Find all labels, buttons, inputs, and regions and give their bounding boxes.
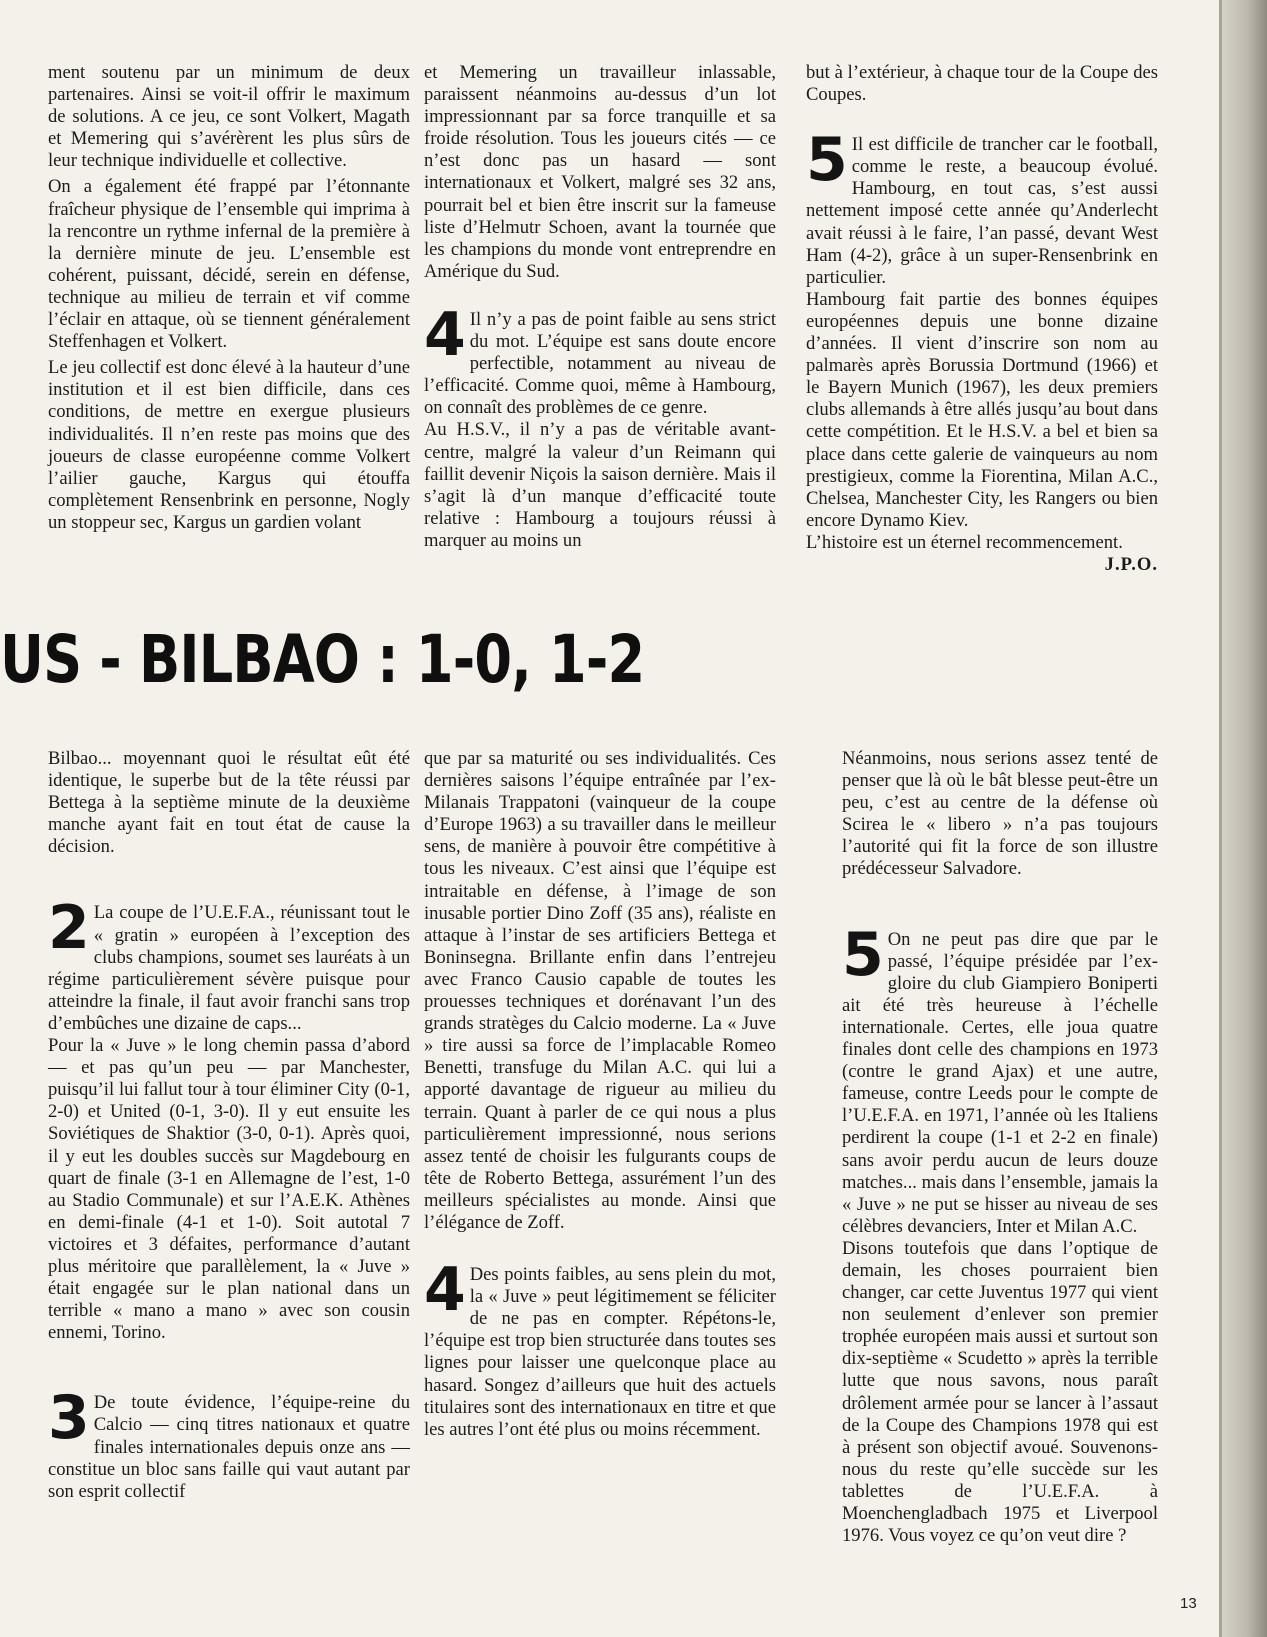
top-column-3	[806, 62, 1158, 576]
top-column-1	[48, 62, 410, 534]
paragraph: but à l’extérieur, à chaque tour de la Coupe des Coupes.	[806, 62, 1158, 106]
top-column-2	[424, 62, 776, 552]
paragraph: Bilbao... moyennant quoi le résultat eût été identique, le superbe but de la tête réussi par Bettega à la septième minute de la deuxième manche ayant fait en tout état de cause la décision.	[48, 748, 410, 858]
paragraph: ment soutenu par un minimum de deux partenaires. Ainsi se voit-il offrir le maximum de solutions. A ce jeu, ce sont Volkert, Magath et Memering qui s’avérèrent les plus sûrs de leur technique individuelle et collective.	[48, 62, 410, 172]
paragraph: Au H.S.V., il n’y a pas de véritable avant-centre, malgré la valeur d’un Reimann qui faillit devenir Niçois la saison dernière. Mais il s’agit là d’un manque d’efficacité toute relative : Hambourg a toujours réussi à marquer au moins un	[424, 419, 776, 551]
page-number: 13	[1180, 1595, 1197, 1612]
section-5-text: Il est difficile de trancher car le football, comme le reste, a beaucoup évolué. Hambourg, en tout cas, s’est aussi nettement imposé cette année qu’Anderlecht avait réussi à le faire, l’an passé, devant West Ham (4-2), grâce à un super-Rensenbrink en particulier.	[806, 134, 1158, 288]
bottom-column-1	[48, 748, 410, 1503]
closing-paragraph	[806, 531, 1158, 575]
section-4-text: Des points faibles, au sens plein du mot, la « Juve » peut légitimement se féliciter de ne pas en compter. Répétons-le, l’équipe est trop bien structurée dans toutes ses lignes pour laisser une quelconque place au hasard. Songez d’ailleurs que huit des actuels titulaires sont des internationaux en titre et que les autres l’ont été plus ou moins récemment.	[424, 1264, 776, 1440]
paragraph: Disons toutefois que dans l’optique de demain, les choses pourraient bien changer, car cette Juventus 1977 qui vient non seulement d’enlever son premier trophée européen mais aussi et surtout son dix-septième « Scudetto » après la terrible lutte que nous savons, nous paraît drôlement armée pour se lancer à l’assaut de la Coupe des Champions 1978 qui est à présent son objectif avoué. Souvenons-nous du reste qu’elle succède sur les tablettes de l’U.E.F.A. à Moenchengladbach 1975 et Liverpool 1976. Vous voyez ce qu’on veut dire ?	[842, 1237, 1158, 1547]
section-number-4: 4	[424, 1255, 464, 1326]
section-5-paragraph	[806, 125, 1158, 289]
paragraph: que par sa maturité ou ses individualités. Ces dernières saisons l’équipe entraînée par l’ex-Milanais Trappatoni (vainqueur de la coupe d’Europe 1963) a su travailler dans le meilleur sens, de manière à pouvoir être compétitive à tous les niveaux. C’est ainsi que l’équipe est intraitable en défense, à l’image de son inusable portier Dino Zoff (35 ans), réaliste en attaque à l’instar de ses artificiers Bettega et Boninsegna. Brillante enfin dans l’entrejeu avec Franco Causio capable de toutes les prouesses techniques et dorénavant l’un des grands stratèges du Calcio moderne. La « Juve » tire aussi sa force de l’implacable Romeo Benetti, transfuge du Milan A.C. qui lui a apporté davantage de rigueur au milieu du terrain. Quant à parler de ce qui nous a plus particulièrement impressionné, nous serions assez tenté de choisir les fulgurants coups de tête de Roberto Bettega, assurément l’un des meilleurs spécialistes au monde. Ainsi que l’élégance de Zoff.	[424, 748, 776, 1233]
paragraph: et Memering un travailleur inlassable, paraissent néanmoins au-dessus d’un lot impressionnant par sa force tranquille et sa froide résolution. Tous les joueurs cités — ce n’est donc pas un hasard — sont internationaux et Volkert, malgré ses 32 ans, pourrait bel et bien être inscrit sur la fameuse liste d’Helmutr Schoen, avant la tournée que les champions du monde vont entreprendre en Amérique du Sud.	[424, 62, 776, 282]
bottom-column-3	[842, 748, 1158, 1547]
section-2-text: La coupe de l’U.E.F.A., réunissant tout le « gratin » européen à l’exception des clubs champions, soumet ses lauréats à un régime particulièrement sévère puisque pour atteindre la finale, il faut avoir franchi sans trop d’embûches une dizaine de caps...	[48, 902, 410, 1034]
closing-text: L’histoire est un éternel recommencement.	[806, 531, 1123, 553]
paragraph: Pour la « Juve » le long chemin passa d’abord — et pas qu’un peu — par Manchester, puisqu’il lui fallut tour à tour éliminer City (0-1, 2-0) et United (0-1, 3-0). Il y eut ensuite les Soviétiques de Shaktior (3-0, 0-1). Après quoi, il y eut les doubles succès sur Magdebourg en quart de finale (3-1 en Allemagne de l’est, 1-0 au Stadio Communale) et sur l’A.E.K. Athènes en demi-finale (4-1 et 1-0). Soit autotal 7 victoires et 3 défaites, performance d’autant plus méritoire que parallèlement, la « Juve » était engagée sur le plan national dans un terrible « mano a mano » avec son cousin ennemi, Torino.	[48, 1035, 410, 1344]
section-number-5: 5	[842, 919, 882, 990]
section-5-text: On ne peut pas dire que par le passé, l’équipe présidée par l’ex-gloire du club Giampiero Boniperti ait été très heureuse à l’échelle internationale. Certes, elle joua quatre finales dont celle des champions en 1973 (contre le grand Ajax) et une autre, fameuse, contre Leeds pour le compte de l’U.E.F.A. en 1971, l’année où les Italiens perdirent la coupe (1-1 et 2-2 en finale) sans avoir perdu aucun de leurs douze matches... mais dans l’ensemble, jamais la « Juve » ne put se hisser au niveau de ses célèbres devanciers, Inter et Milan A.C.	[842, 928, 1158, 1237]
section-4-paragraph	[424, 1255, 776, 1441]
section-5-paragraph	[842, 919, 1158, 1238]
section-number-3: 3	[48, 1383, 88, 1454]
page-edge-shadow	[1219, 0, 1267, 1637]
author-signature: J.P.O.	[1104, 553, 1158, 575]
paragraph: Néanmoins, nous serions assez tenté de penser que là où le bât blesse peut-être un peu, c’est au centre de la défense où Scirea le « libero » n’a pas toujours l’autorité qui fit la force de son illustre prédécesseur Salvadore.	[842, 748, 1158, 880]
paragraph: Le jeu collectif est donc élevé à la hauteur d’une institution et il est bien difficile, dans ces conditions, de mettre en exergue plusieurs individualités. Il n’en reste pas moins que des joueurs de classe européenne comme Volkert l’ailier gauche, Kargus qui étouffa complètement Rensenbrink en personne, Nogly un stoppeur sec, Kargus un gardien volant	[48, 357, 410, 533]
section-number-4: 4	[424, 299, 464, 370]
section-3-paragraph	[48, 1383, 410, 1502]
section-number-2: 2	[48, 893, 88, 964]
paragraph: Hambourg fait partie des bonnes équipes européennes depuis une bonne dizaine d’années. Il vient d’inscrire son nom au palmarès après Borussia Dortmund (1966) et le Bayern Munich (1967), les deux premiers clubs allemands à être allés jusqu’au bout dans cette compétition. Et le H.S.V. a bel et bien sa place dans cette galerie de vainqueurs au nom prestigieux, comme la Fiorentina, Milan A.C., Chelsea, Manchester City, les Rangers ou bien encore Dynamo Kiev.	[806, 288, 1158, 531]
headline: US - BILBAO : 1-0, 1-2	[0, 621, 645, 698]
section-4-text: Il n’y a pas de point faible au sens strict du mot. L’équipe est sans doute encore perfectible, notamment au niveau de l’efficacité. Comme quoi, même à Hambourg, on connaît des problèmes de ce genre.	[424, 308, 776, 419]
section-4-paragraph	[424, 299, 776, 419]
section-2-paragraph	[48, 893, 410, 1035]
section-3-text: De toute évidence, l’équipe-reine du Calcio — cinq titres nationaux et quatre finales internationales depuis onze ans — constitue un bloc sans faille qui vaut autant par son esprit collectif	[48, 1392, 410, 1502]
section-number-5: 5	[806, 125, 846, 196]
paragraph: On a également été frappé par l’étonnante fraîcheur physique de l’ensemble qui imprima à la rencontre un rythme infernal de la première à la dernière minute de jeu. L’ensemble est cohérent, puissant, décidé, serein en défense, technique au milieu de terrain et vif comme l’éclair en attaque, où se tiennent généralement Steffenhagen et Volkert.	[48, 176, 410, 353]
bottom-column-2	[424, 748, 776, 1441]
